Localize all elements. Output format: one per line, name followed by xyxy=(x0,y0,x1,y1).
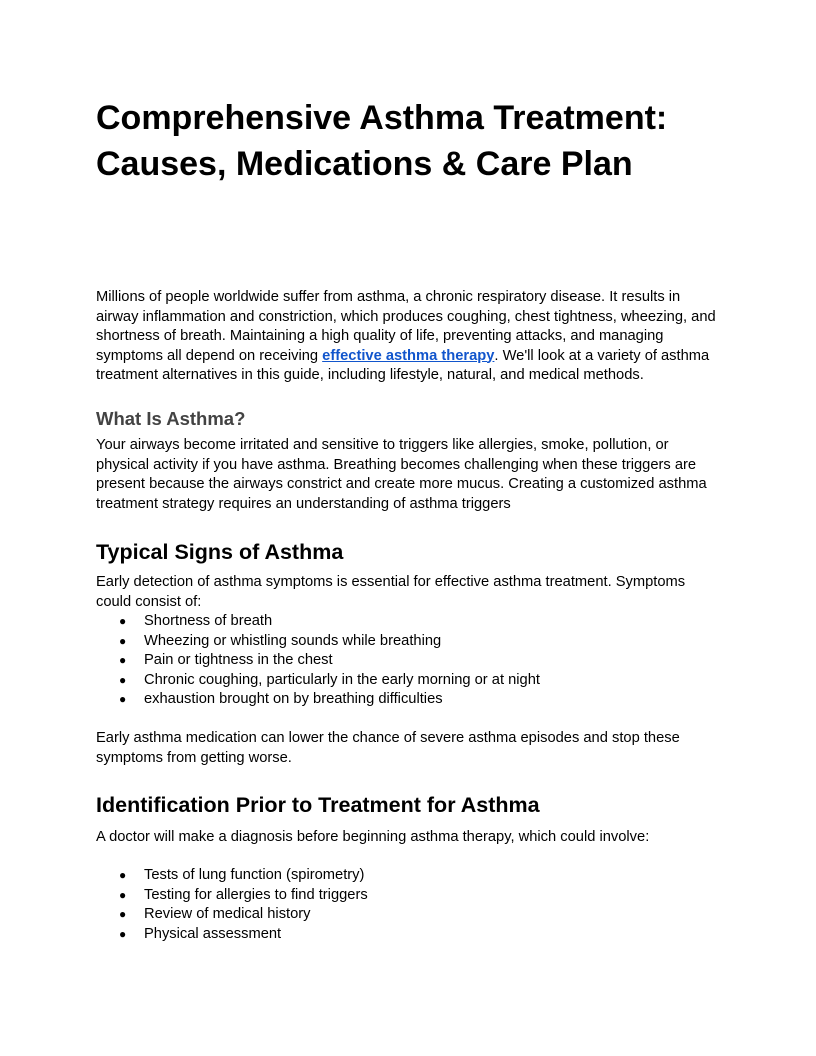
list-item-text: Tests of lung function (spirometry) xyxy=(144,867,365,883)
list-item xyxy=(96,925,716,945)
list-item xyxy=(96,632,716,652)
list-item xyxy=(96,886,716,906)
list-item xyxy=(96,866,716,886)
diagnosis-list xyxy=(96,866,716,944)
list-item-text: Chronic coughing, particularly in the early morning or at night xyxy=(144,671,540,688)
page-title: Comprehensive Asthma Treatment: Causes, Medications & Care Plan xyxy=(96,99,668,183)
identification-intro: A doctor will make a diagnosis before beginning asthma therapy, which could involve: xyxy=(96,829,650,845)
what-is-asthma-paragraph: Your airways become irritated and sensitive to triggers like allergies, smoke, pollution, or physical activity if you have asthma. Breathing becomes challenging when these triggers are present because the airways constrict and create more mucus. Creating a customized asthma treatment strategy requires an understanding of asthma triggers xyxy=(96,437,707,512)
what-is-asthma-heading: What Is Asthma? xyxy=(96,408,246,429)
list-item xyxy=(96,905,716,925)
list-item-text: exhaustion brought on by breathing difficulties xyxy=(144,691,443,707)
identification-heading: Identification Prior to Treatment for Asthma xyxy=(96,793,540,817)
intro-text-start: Millions of people worldwide suffer from asthma, a chronic respiratory disease. It results in airway inflammation and constriction, which produces coughing, chest tightness, wheezing, and shortness of breath. Maintaining a high quality of life, preventing attacks, and managing symptoms all depend on receiving xyxy=(96,289,716,364)
bullet-icon: ● xyxy=(119,672,127,687)
typical-signs-heading: Typical Signs of Asthma xyxy=(96,540,344,564)
list-item-text: Review of medical history xyxy=(144,906,311,922)
intro-text-end: . We'll look at a variety of asthma treatment alternatives in this guide, including lifestyle, natural, and medical methods. xyxy=(96,347,710,383)
list-item-text: Testing for allergies to find triggers xyxy=(144,886,368,903)
bullet-icon: ● xyxy=(119,614,127,628)
list-item xyxy=(96,690,716,710)
bullet-icon: ● xyxy=(119,887,127,902)
bullet-icon: ● xyxy=(119,926,127,941)
list-item xyxy=(96,671,716,691)
list-item-text: Pain or tightness in the chest xyxy=(144,652,333,668)
effective-asthma-therapy-link[interactable]: effective asthma therapy xyxy=(322,347,495,364)
list-item-text: Physical assessment xyxy=(144,925,282,942)
bullet-icon: ● xyxy=(119,868,127,882)
bullet-icon: ● xyxy=(119,633,127,648)
bullet-icon: ● xyxy=(119,653,127,667)
list-item xyxy=(96,612,716,632)
bullet-icon: ● xyxy=(119,692,127,706)
typical-signs-intro: Early detection of asthma symptoms is essential for effective asthma treatment. Symptoms could consist of: xyxy=(96,574,686,610)
list-item xyxy=(96,651,716,671)
list-item-text: Wheezing or whistling sounds while breathing xyxy=(144,632,442,649)
symptoms-list xyxy=(96,612,716,710)
intro-paragraph xyxy=(96,288,726,386)
bullet-icon: ● xyxy=(119,907,127,921)
typical-signs-outro: Early asthma medication can lower the chance of severe asthma episodes and stop these symptoms from getting worse. xyxy=(96,730,680,766)
list-item-text: Shortness of breath xyxy=(144,613,273,629)
